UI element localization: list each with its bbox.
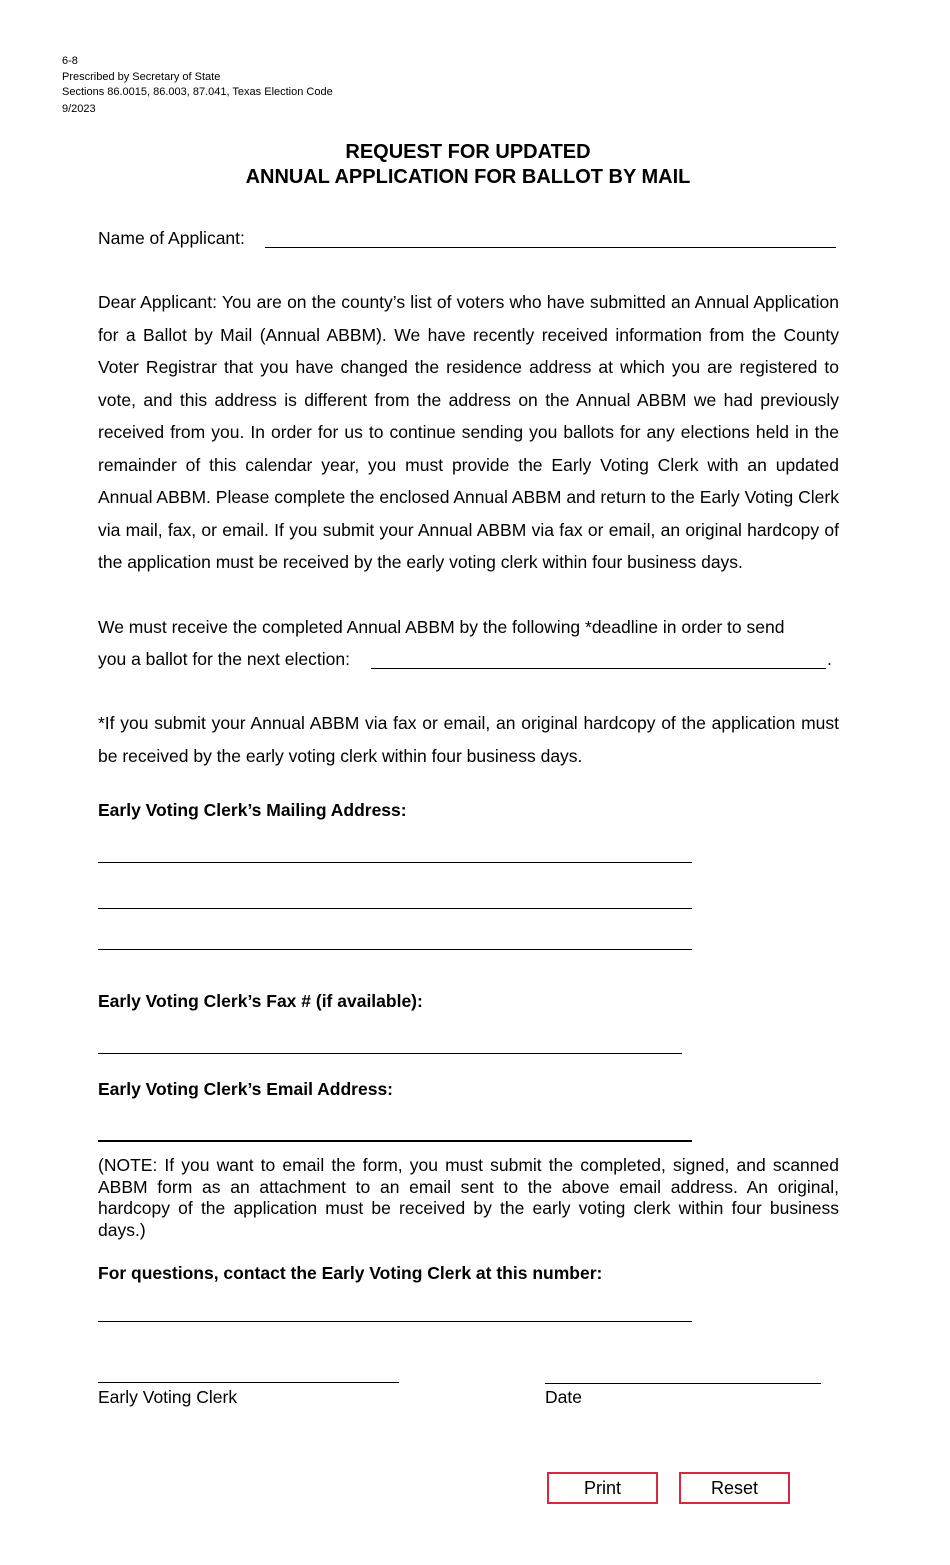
applicant-name-field[interactable] [265, 228, 836, 248]
print-button[interactable]: Print [547, 1472, 658, 1504]
applicant-name-label: Name of Applicant: [98, 228, 245, 248]
email-note: (NOTE: If you want to email the form, you must submit the completed, signed, and scanned ABBM form as an attachment to an email sent to the above email address. An original, hardcopy of the application must be received by the early voting clerk within four business days.) [98, 1155, 839, 1240]
deadline-period: . [827, 649, 832, 669]
email-field[interactable] [98, 1119, 692, 1142]
page-title-line2: ANNUAL APPLICATION FOR BALLOT BY MAIL [245, 166, 691, 188]
email-label: Early Voting Clerk’s Email Address: [98, 1079, 394, 1099]
questions-label: For questions, contact the Early Voting Clerk at this number: [98, 1263, 603, 1283]
page-title-line1: REQUEST FOR UPDATED [345, 141, 591, 163]
footnote: *If you submit your Annual ABBM via fax or email, an original hardcopy of the application must be received by the early voting clerk within four business days. [98, 713, 839, 766]
code-sections: Sections 86.0015, 86.003, 87.041, Texas Election Code [62, 86, 333, 98]
fax-field[interactable] [98, 1032, 682, 1054]
fax-label: Early Voting Clerk’s Fax # (if available): [98, 991, 423, 1011]
prescribed-by: Prescribed by Secretary of State [62, 71, 221, 83]
reset-button[interactable]: Reset [679, 1472, 790, 1504]
questions-phone-field[interactable] [98, 1300, 692, 1322]
clerk-signature-label: Early Voting Clerk [98, 1387, 238, 1407]
form-date: 9/2023 [62, 103, 96, 115]
mailing-address-field-1[interactable] [98, 841, 692, 863]
mailing-address-label: Early Voting Clerk’s Mailing Address: [98, 800, 407, 820]
deadline-field[interactable] [371, 649, 826, 669]
clerk-signature-line[interactable] [98, 1382, 399, 1383]
deadline-text-line2: you a ballot for the next election: [98, 649, 350, 669]
form-number: 6-8 [62, 55, 78, 67]
mailing-address-field-3[interactable] [98, 928, 692, 950]
deadline-text-line1: We must receive the completed Annual ABBM by the following *deadline in order to send [98, 617, 785, 637]
date-line[interactable] [545, 1383, 821, 1384]
letter-body: Dear Applicant: You are on the county’s list of voters who have submitted an Annual Application for a Ballot by Mail (Annual ABBM). We have recently received information from the County Voter Registrar that you have changed the residence address at which you are registered to vote, and this address is different from the address on the Annual ABBM we had previously received from you. In order for us to continue sending you ballots for any elections held in the remainder of this calendar year, you must provide the Early Voting Clerk with an updated Annual ABBM. Please complete the enclosed Annual ABBM and return to the Early Voting Clerk via mail, fax, or email. If you submit your Annual ABBM via fax or email, an original hardcopy of the application must be received by the early voting clerk within four business days. [98, 292, 839, 572]
date-label: Date [545, 1387, 582, 1407]
mailing-address-field-2[interactable] [98, 886, 692, 909]
